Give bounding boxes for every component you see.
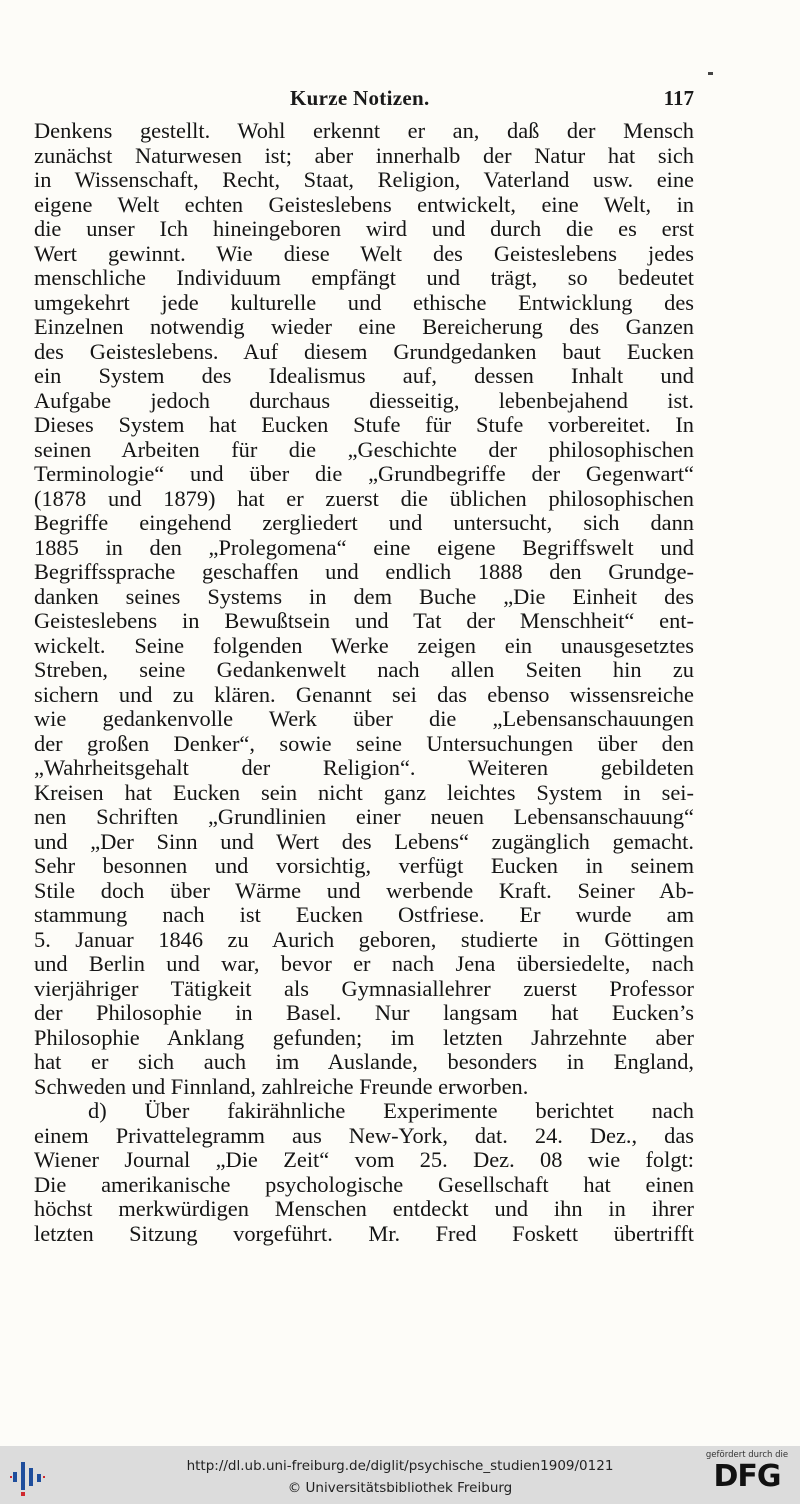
text-line: Denkens gestellt. Wohl erkennt er an, daß der Mensch xyxy=(34,118,694,143)
text-line: danken seines Systems in dem Buche „Die Einheit des xyxy=(34,583,694,609)
text-line: wie gedankenvolle Werk über die „Lebensanschauungen xyxy=(34,706,694,731)
text-line: Dieses System hat Eucken Stufe für Stufe vorbereitet. In xyxy=(34,412,694,437)
text-line: ein System des Idealismus auf, dessen Inhalt und xyxy=(34,363,694,388)
text-line: Die amerikanische psychologische Gesellschaft hat einen xyxy=(34,1171,694,1197)
footer-bar xyxy=(0,1446,800,1504)
text-line: Aufgabe jedoch durchaus diesseitig, lebenbejahend ist. xyxy=(34,387,694,413)
text-line: 5. Januar 1846 zu Aurich geboren, studierte in Göttingen xyxy=(34,926,694,952)
text-line: einem Privattelegramm aus New-York, dat. 24. Dez., das xyxy=(34,1122,694,1148)
text-line: in Wissenschaft, Recht, Staat, Religion, Vaterland usw. eine xyxy=(34,167,694,192)
permalink[interactable]: http://dl.ub.uni-freiburg.de/diglit/psychische_studien1909/0121 xyxy=(186,1458,614,1474)
text-line: Begriffssprache geschaffen und endlich 1888 den Grundge- xyxy=(34,559,694,584)
text-line: vierjähriger Tätigkeit als Gymnasiallehrer zuerst Professor xyxy=(34,975,694,1001)
text-line: 1885 in den „Prolegomena“ eine eigene Begriffswelt und xyxy=(34,534,694,560)
text-line: Begriffe eingehend zergliedert und untersucht, sich dann xyxy=(34,510,694,535)
text-line: d) Über fakirähnliche Experimente berichtet nach xyxy=(88,1098,694,1123)
text-line: und „Der Sinn und Wert des Lebens“ zugänglich gemacht. xyxy=(34,828,694,854)
body-text xyxy=(34,119,694,1246)
running-header xyxy=(36,86,696,112)
text-line: Wert gewinnt. Wie diese Welt des Geisteslebens jedes xyxy=(34,240,694,266)
text-line: Wiener Journal „Die Zeit“ vom 25. Dez. 08 wie folgt: xyxy=(34,1147,694,1172)
funding-note: gefördert durch die xyxy=(705,1450,789,1460)
text-line: Philosophie Anklang gefunden; im letzten Jahrzehnte aber xyxy=(34,1024,694,1050)
text-line: Einzelnen notwendig wieder eine Bereicherung des Ganzen xyxy=(34,314,694,339)
text-line: der großen Denker“, sowie seine Untersuchungen über den xyxy=(34,730,694,756)
text-line: Stile doch über Wärme und werbende Kraft. Seiner Ab- xyxy=(34,877,694,903)
text-line: Schweden und Finnland, zahlreiche Freunde erworben. xyxy=(34,1073,529,1099)
copyright-notice: © Universitätsbibliothek Freiburg xyxy=(287,1480,513,1496)
text-line: zunächst Naturwesen ist; aber innerhalb der Natur hat sich xyxy=(34,142,694,168)
text-line: wickelt. Seine folgenden Werke zeigen ein unausgesetztes xyxy=(34,632,694,658)
text-line: umgekehrt jede kulturelle und ethische Entwicklung des xyxy=(34,289,694,315)
text-line: die unser Ich hineingeboren wird und durch die es erst xyxy=(34,216,694,241)
text-line: menschliche Individuum empfängt und trägt, so bedeutet xyxy=(34,265,694,290)
text-line: höchst merkwürdigen Menschen entdeckt und ihn in ihrer xyxy=(34,1196,694,1221)
header-title: Kurze Notizen. xyxy=(290,86,430,110)
text-line: stammung nach ist Eucken Ostfriese. Er wurde am xyxy=(34,902,694,927)
text-line: des Geisteslebens. Auf diesem Grundgedanken baut Eucken xyxy=(34,338,694,364)
text-line: und Berlin und war, bevor er nach Jena übersiedelte, nach xyxy=(34,951,694,976)
dfg-logo: DFG xyxy=(713,1459,781,1494)
text-line: nen Schriften „Grundlinien einer neuen Lebensanschauung“ xyxy=(34,804,694,829)
page-number: 117 xyxy=(663,86,694,110)
text-line: Sehr besonnen und vorsichtig, verfügt Eucken in seinem xyxy=(34,853,694,878)
text-line: (1878 und 1879) hat er zuerst die üblichen philosophischen xyxy=(34,485,694,511)
text-line: sichern und zu klären. Genannt sei das ebenso wissensreiche xyxy=(34,681,694,707)
text-line: Kreisen hat Eucken sein nicht ganz leichtes System in sei- xyxy=(34,779,694,805)
text-line: seinen Arbeiten für die „Geschichte der philosophischen xyxy=(34,436,694,462)
text-line: Geisteslebens in Bewußtsein und Tat der Menschheit“ ent- xyxy=(34,608,694,633)
text-line: eigene Welt echten Geisteslebens entwickelt, eine Welt, in xyxy=(34,191,694,217)
scan-speck xyxy=(708,72,713,75)
text-line: „Wahrheitsgehalt der Religion“. Weiteren gebildeten xyxy=(34,755,694,780)
text-line: hat er sich auch im Auslande, besonders in England, xyxy=(34,1049,694,1074)
text-line: Streben, seine Gedankenwelt nach allen Seiten hin zu xyxy=(34,657,694,682)
text-line: der Philosophie in Basel. Nur langsam hat Eucken’s xyxy=(34,1000,694,1025)
text-line: letzten Sitzung vorgeführt. Mr. Fred Foskett übertrifft xyxy=(34,1220,694,1246)
text-line: Terminologie“ und über die „Grundbegriffe der Gegenwart“ xyxy=(34,461,694,486)
